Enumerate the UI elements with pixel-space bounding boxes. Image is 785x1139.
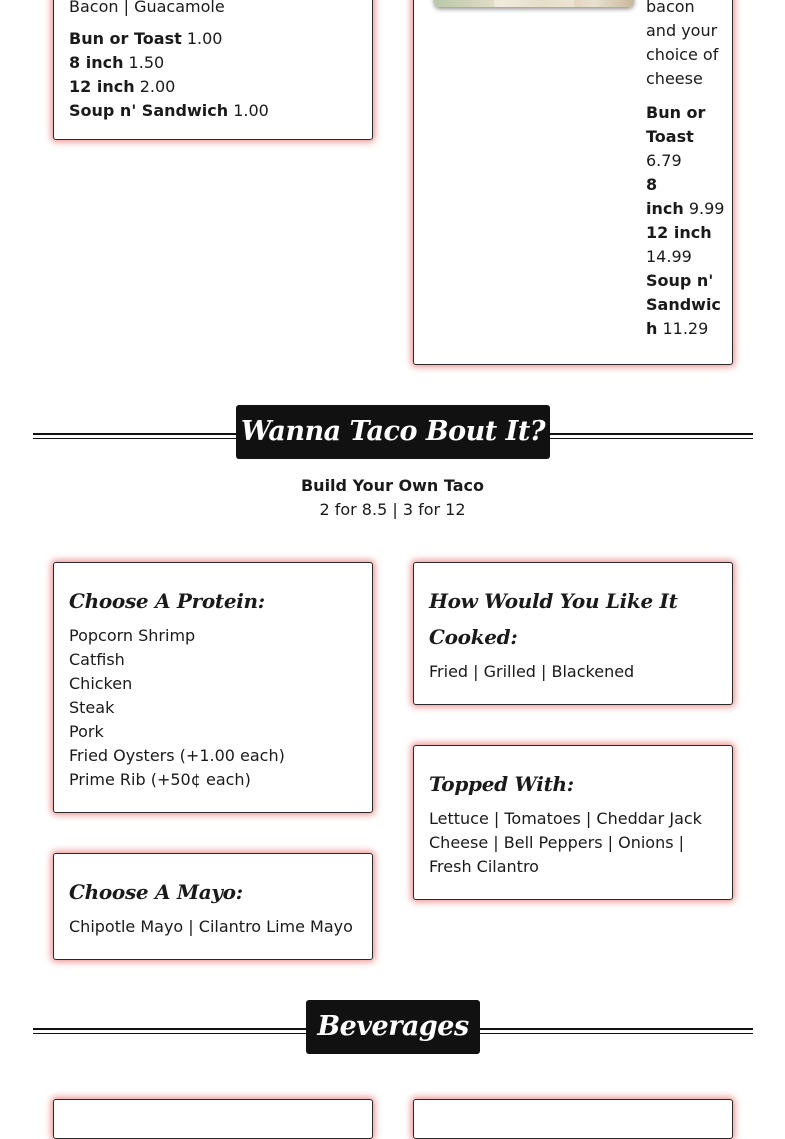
toppings-line: Lettuce | Tomatoes | Cheddar Jack — [429, 809, 702, 828]
cooked-card — [413, 562, 733, 705]
price-label: Bun or — [646, 103, 706, 122]
cooked-heading-line: How Would You Like It — [429, 589, 678, 613]
toppings-heading: Topped With: — [429, 772, 574, 796]
list-item: Popcorn Shrimp — [69, 626, 196, 645]
mayo-card — [53, 853, 373, 960]
price-value: 14.99 — [646, 247, 692, 266]
toppings-line: Fresh Cilantro — [429, 857, 539, 876]
description-line: bacon — [646, 0, 695, 16]
taco-section-title: Wanna Taco Bout It? — [236, 405, 550, 459]
toppings-line: Cheese | Bell Peppers | Onions | — [429, 833, 685, 852]
toppings-card — [413, 745, 733, 900]
protein-card — [53, 562, 373, 813]
toppings-line: Bacon | Guacamole — [69, 0, 225, 16]
price-row: Bun or Toast 1.00 — [69, 29, 223, 48]
list-item: Fried Oysters (+1.00 each) — [69, 746, 285, 765]
list-item: Chicken — [69, 674, 133, 693]
price-row: Soup n' Sandwich 1.00 — [69, 101, 269, 120]
list-item: Steak — [69, 698, 115, 717]
sandwich-photo — [434, 0, 634, 7]
description-line: cheese — [646, 69, 703, 88]
mayo-heading: Choose A Mayo: — [69, 880, 243, 904]
beverage-card — [413, 1099, 733, 1139]
beverage-card — [53, 1099, 373, 1139]
price-label: 12 inch — [646, 223, 712, 242]
cooked-heading-line: Cooked: — [429, 625, 518, 649]
price-label: Toast — [646, 127, 694, 146]
protein-heading: Choose A Protein: — [69, 589, 265, 613]
beverages-section-title: Beverages — [306, 1000, 480, 1054]
list-item: Prime Rib (+50¢ each) — [69, 770, 251, 789]
mayo-options: Chipotle Mayo | Cilantro Lime Mayo — [69, 917, 353, 936]
price-value: 6.79 — [646, 151, 682, 170]
cooked-options: Fried | Grilled | Blackened — [429, 662, 635, 681]
price-label: Sandwic — [646, 295, 721, 314]
price-label: 8 — [646, 175, 658, 194]
description-line: choice of — [646, 45, 719, 64]
price-label: Soup n' — [646, 271, 714, 290]
list-item: Pork — [69, 722, 104, 741]
sandwich-item-card — [413, 0, 733, 365]
taco-pricing: 2 for 8.5 | 3 for 12 — [319, 500, 466, 519]
list-item: Catfish — [69, 650, 125, 669]
price-row: inch 9.99 — [646, 199, 725, 218]
price-row: 12 inch 2.00 — [69, 77, 176, 96]
taco-subtitle: Build Your Own Taco — [300, 476, 484, 495]
price-row: 8 inch 1.50 — [69, 53, 165, 72]
sandwich-addons-card — [53, 0, 373, 140]
price-row: h 11.29 — [646, 319, 709, 338]
description-line: and your — [646, 21, 718, 40]
